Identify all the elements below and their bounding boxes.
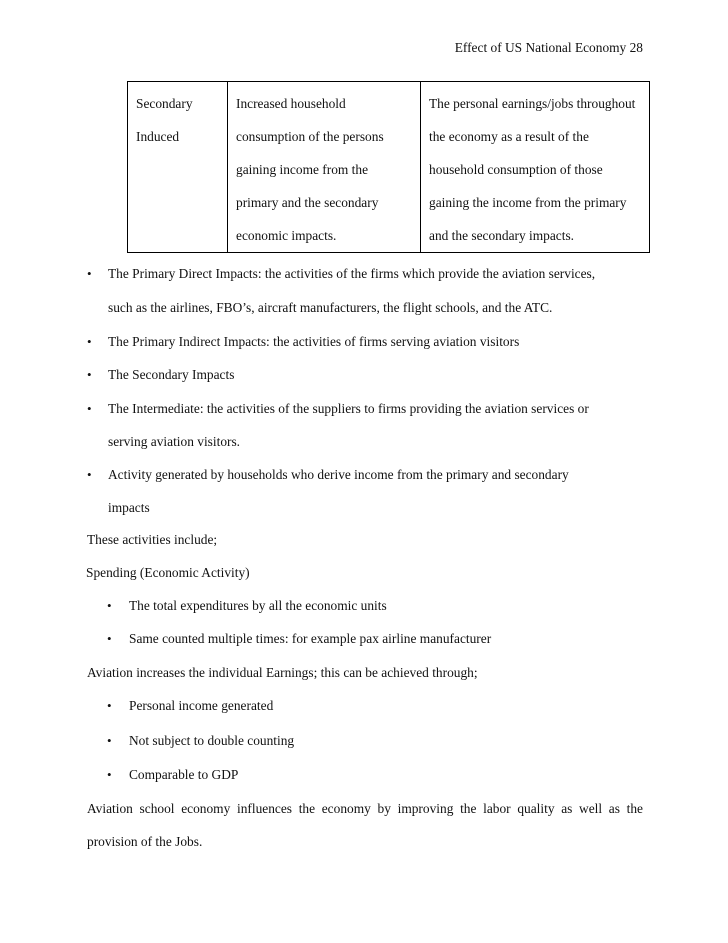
bullet-icon: •	[107, 698, 112, 713]
cell-line: Secondary	[136, 96, 193, 111]
bullet-icon: •	[107, 598, 112, 613]
list-item-line: serving aviation visitors.	[108, 434, 241, 449]
cell-line: Induced	[136, 129, 180, 144]
cell-line: the economy as a result of the	[429, 129, 589, 144]
list-item: Same counted multiple times: for example pax airline manufacturer	[129, 631, 492, 646]
cell-line: consumption of the persons	[236, 129, 384, 144]
paragraph-final-line: provision of the Jobs.	[87, 834, 203, 849]
table-row	[128, 82, 650, 253]
paragraph-final-line: Aviation school economy influences the economy by improving the labor quality as well as the	[87, 801, 643, 816]
bullet-icon: •	[107, 733, 112, 748]
bullet-icon: •	[107, 631, 112, 646]
impacts-table	[127, 81, 650, 253]
list-item: Personal income generated	[129, 698, 274, 713]
cell-line: and the secondary impacts.	[429, 228, 575, 243]
cell-line: The personal earnings/jobs throughout	[429, 96, 636, 111]
paragraph-earnings: Aviation increases the individual Earnings; this can be achieved through;	[87, 665, 478, 680]
list-item-line: such as the airlines, FBO’s, aircraft manufacturers, the flight schools, and the ATC.	[108, 300, 553, 315]
bullet-icon: •	[107, 767, 112, 782]
table-cell-description	[228, 82, 421, 253]
list-item-line: The Secondary Impacts	[108, 367, 235, 382]
list-item-line: The Primary Indirect Impacts: the activities of firms serving aviation visitors	[108, 334, 520, 349]
bullet-icon: •	[87, 334, 92, 349]
list-item-line: The Intermediate: the activities of the suppliers to firms providing the aviation services or	[108, 401, 589, 416]
table-cell-measure	[421, 82, 650, 253]
bullet-icon: •	[87, 266, 92, 281]
cell-line: economic impacts.	[236, 228, 337, 243]
bullet-icon: •	[87, 401, 92, 416]
cell-line: gaining income from the	[236, 162, 369, 177]
list-item: The total expenditures by all the economic units	[129, 598, 387, 613]
list-item: Not subject to double counting	[129, 733, 295, 748]
list-item-line: impacts	[108, 500, 150, 515]
paragraph-spending: Spending (Economic Activity)	[86, 565, 250, 580]
cell-line: gaining the income from the primary	[429, 195, 627, 210]
paragraph-activities: These activities include;	[87, 532, 218, 547]
bullet-icon: •	[87, 467, 92, 482]
running-head: Effect of US National Economy 28	[454, 40, 643, 55]
cell-line: primary and the secondary	[236, 195, 379, 210]
list-item-line: Activity generated by households who derive income from the primary and secondary	[108, 467, 569, 482]
list-item-line: The Primary Direct Impacts: the activities of the firms which provide the aviation services,	[108, 266, 596, 281]
cell-line: Increased household	[236, 96, 346, 111]
bullet-icon: •	[87, 367, 92, 382]
table-cell-impact-type	[128, 82, 228, 253]
list-item: Comparable to GDP	[129, 767, 239, 782]
cell-line: household consumption of those	[429, 162, 603, 177]
